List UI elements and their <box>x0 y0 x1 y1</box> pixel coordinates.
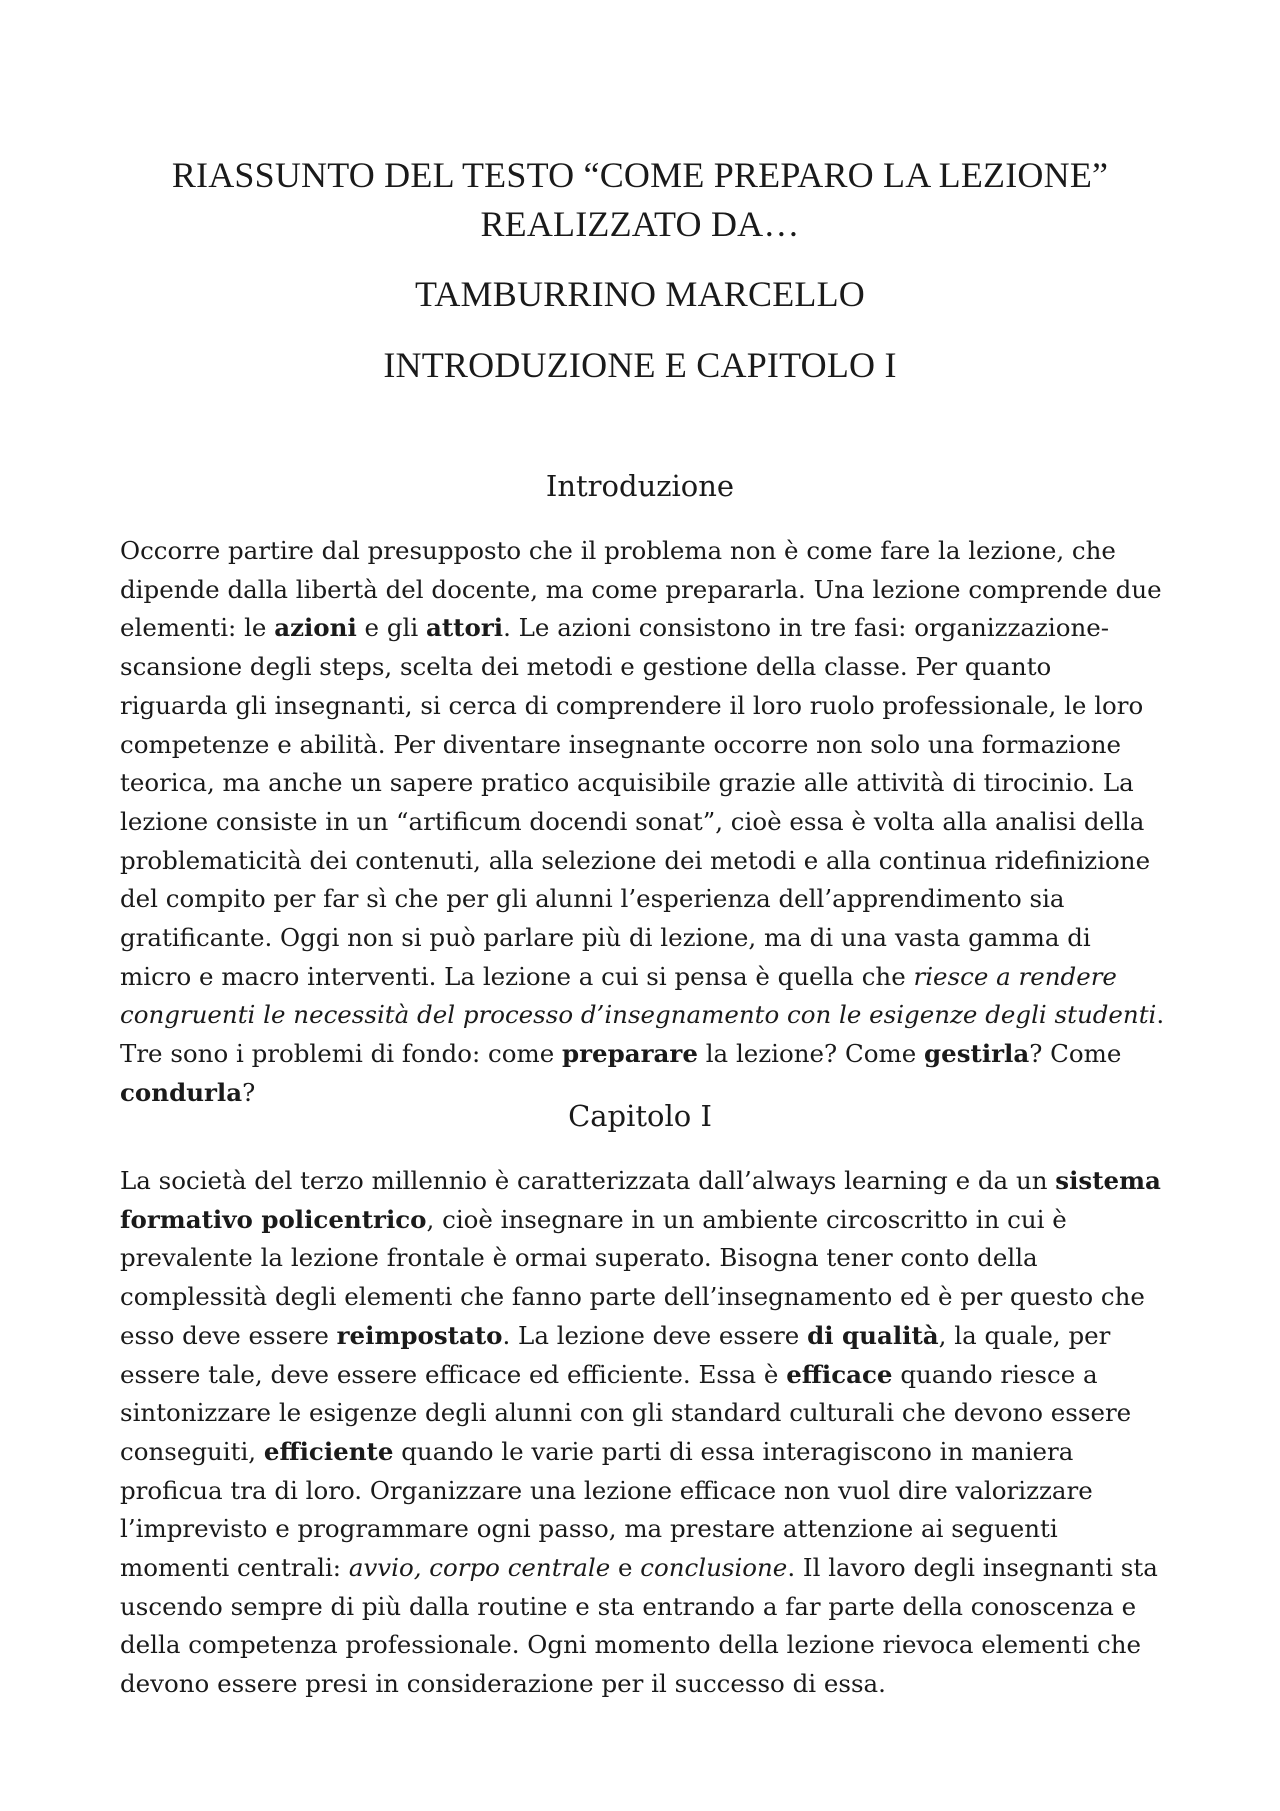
text-span: Occorre partire dal presupposto che il problema non è come fare la lezione, che dipende dalla libertà del docente, ma come prepararla. Una lezione comprende due elementi: le <box>120 536 1162 643</box>
text-span: . Tre sono i problemi di fondo: come <box>120 1000 1165 1069</box>
introduzione-paragraph <box>120 532 1165 1113</box>
bold-term-sistema-formativo: sistema formativo policentrico <box>120 1166 1161 1234</box>
text-span: La società del terzo millennio è caratterizzata dall’always learning e da un <box>120 1166 1056 1195</box>
bold-term-preparare: preparare <box>562 1039 698 1069</box>
bold-term-attori: attori <box>425 613 504 643</box>
text-span: ? Come <box>1029 1039 1122 1069</box>
text-span: e gli <box>356 613 426 643</box>
text-span: la lezione? Come <box>697 1039 924 1069</box>
bold-term-efficace: efficace <box>786 1359 893 1389</box>
capitolo-1-paragraph <box>120 1162 1165 1704</box>
text-span: e <box>610 1553 641 1583</box>
text-span: quando le varie parti di essa interagiscono in maniera proficua tra di loro. Organizzare una lezione efficace non vuol dire valorizzare l’imprevisto e programmare ogni passo, ma prestare attenzione ai seguenti momenti centrali: <box>120 1436 1093 1583</box>
capitolo-1-heading: Capitolo I <box>568 1099 712 1133</box>
text-span: . La lezione deve essere <box>502 1320 808 1350</box>
document-title-line-1: RIASSUNTO DEL TESTO “COME PREPARO LA LEZIONE” <box>171 155 1109 195</box>
document-chapter-label: INTRODUZIONE E CAPITOLO I <box>383 345 897 385</box>
document-author: TAMBURRINO MARCELLO <box>415 274 865 314</box>
bold-term-efficiente: efficiente <box>263 1436 394 1466</box>
bold-term-condurla: condurla <box>120 1077 243 1107</box>
bold-term-gestirla: gestirla <box>924 1039 1030 1069</box>
text-span: . Il lavoro degli insegnanti sta uscendo sempre di più dalla routine e sta entrando a far parte della conoscenza e della competenza professionale. Ogni momento della lezione rievoca elementi che devono essere presi in considerazione per il successo di essa. <box>120 1553 1158 1699</box>
italic-quote: riesce a rendere congruenti le necessità del processo d’insegnamento con le esigenze degli studenti <box>120 961 1157 1030</box>
text-span: . Le azioni consistono in tre fasi: organizzazione-scansione degli steps, scelta dei metodi e gestione della classe. Per quanto riguarda gli insegnanti, si cerca di comprendere il loro ruolo professionale, le loro competenze e abilità. Per diventare insegnante occorre non solo una formazione teorica, ma anche un sapere pratico acquisibile grazie alle attività di tirocinio. La lezione consiste in un “artificum docendi sonat”, cioè essa è volta alla analisi della problematicità dei contenuti, alla selezione dei metodi e alla continua ridefinizione del compito per far sì che per gli alunni l’esperienza dell’apprendimento sia gratificante. Oggi non si può parlare più di lezione, ma di una vasta gamma di micro e macro interventi. La lezione a cui si pensa è quella che <box>120 613 1151 991</box>
text-span: quando riesce a sintonizzare le esigenze degli alunni con gli standard culturali che devono essere conseguiti, <box>120 1359 1132 1466</box>
bold-term-reimpostato: reimpostato <box>336 1320 503 1350</box>
text-span: , cioè insegnare in un ambiente circoscritto in cui è prevalente la lezione frontale è ormai superato. Bisogna tener conto della complessità degli elementi che fanno parte dell’insegnamento ed è per questo che esso deve essere <box>120 1204 1145 1350</box>
italic-term-avvio: avvio, corpo centrale <box>348 1553 611 1583</box>
bold-term-di-qualita: di qualità <box>807 1320 939 1350</box>
text-span: , la quale, per essere tale, deve essere efficace ed efficiente. Essa è <box>120 1320 1111 1389</box>
bold-term-azioni: azioni <box>274 613 357 643</box>
document-title-line-2: REALIZZATO DA… <box>480 204 800 244</box>
italic-term-conclusione: conclusione <box>640 1553 788 1583</box>
text-span: ? <box>242 1077 256 1107</box>
introduzione-heading: Introduzione <box>545 469 735 503</box>
